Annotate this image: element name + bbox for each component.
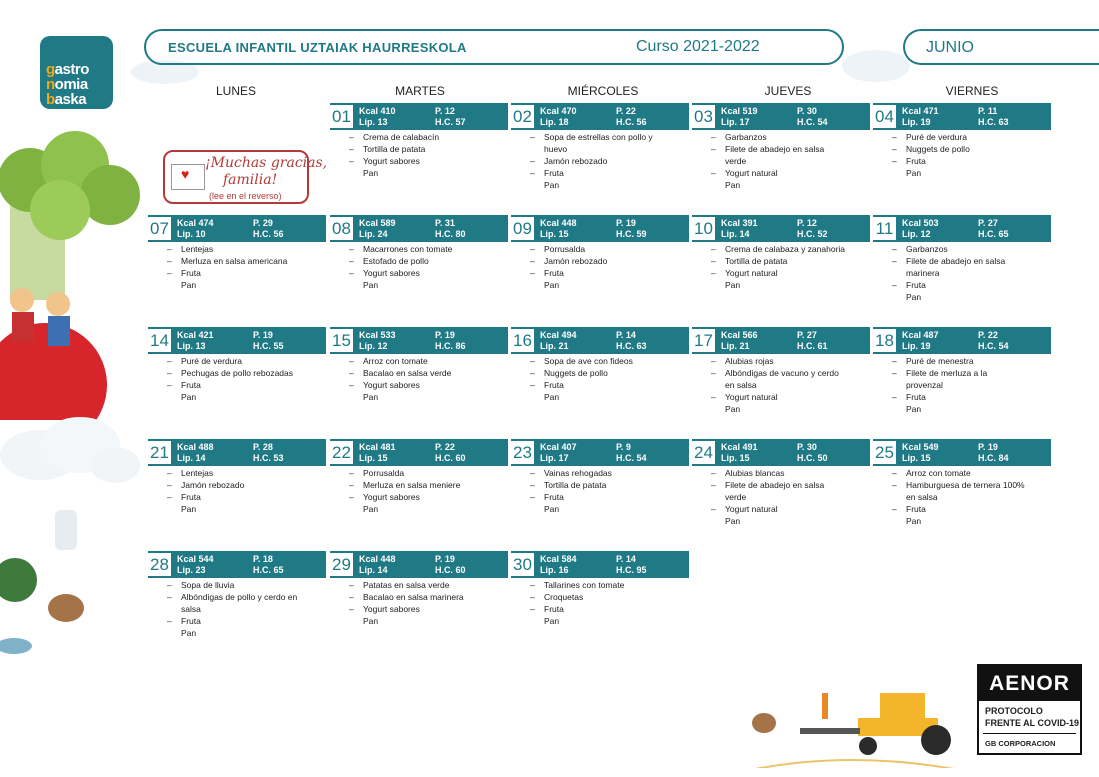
day-header bbox=[873, 327, 1051, 354]
menu-item: provenzal bbox=[906, 380, 943, 390]
menu-list bbox=[711, 131, 869, 191]
kcal-value: Kcal 533 bbox=[359, 330, 396, 340]
day-header bbox=[692, 215, 870, 242]
menu-item: – Tallarines con tomate bbox=[530, 579, 688, 591]
menu-list bbox=[892, 243, 1050, 303]
lipid-value: Lip. 21 bbox=[721, 341, 750, 351]
kcal-value: Kcal 391 bbox=[721, 218, 758, 228]
protein-value: P. 22 bbox=[616, 106, 636, 116]
menu-item: – Fruta bbox=[530, 603, 688, 615]
menu-list bbox=[530, 355, 688, 403]
menu-item: – Porrusalda bbox=[530, 243, 688, 255]
menu-list bbox=[530, 243, 688, 291]
menu-item: Pan bbox=[363, 168, 379, 178]
menu-list bbox=[711, 355, 869, 415]
menu-item: – Fruta bbox=[530, 167, 688, 179]
menu-item: Pan bbox=[363, 280, 379, 290]
menu-item: Pan bbox=[906, 516, 922, 526]
menu-item: Pan bbox=[906, 292, 922, 302]
menu-item: – Jamón rebozado bbox=[530, 155, 688, 167]
menu-list bbox=[167, 355, 325, 403]
day-header bbox=[330, 327, 508, 354]
gastronomia-baska-logo bbox=[40, 36, 113, 109]
menu-item: – Yogurt sabores bbox=[349, 155, 507, 167]
menu-item: salsa bbox=[181, 604, 201, 614]
menu-item: – Sopa de estrellas con pollo y bbox=[530, 131, 688, 143]
day-header bbox=[511, 103, 689, 130]
aenor-line-3: GB CORPORACION bbox=[985, 739, 1056, 748]
menu-item: – Alubias blancas bbox=[711, 467, 869, 479]
carbs-value: H.C. 54 bbox=[978, 341, 1009, 351]
protein-value: P. 19 bbox=[435, 554, 455, 564]
menu-item: – Filete de abadejo en salsa bbox=[892, 255, 1050, 267]
lipid-value: Lip. 14 bbox=[359, 565, 388, 575]
carbs-value: H.C. 63 bbox=[978, 117, 1009, 127]
day-header bbox=[873, 103, 1051, 130]
lipid-value: Lip. 15 bbox=[902, 453, 931, 463]
protein-value: P. 11 bbox=[978, 106, 998, 116]
menu-item: Pan bbox=[725, 180, 741, 190]
kcal-value: Kcal 448 bbox=[359, 554, 396, 564]
logo-line-2: nomia bbox=[46, 76, 88, 93]
menu-item: Pan bbox=[544, 280, 560, 290]
menu-item: – Puré de verdura bbox=[892, 131, 1050, 143]
carbs-value: H.C. 65 bbox=[978, 229, 1009, 239]
card-line-1: ¡Muchas gracias, bbox=[205, 155, 328, 171]
card-line-3: (lee en el reverso) bbox=[209, 191, 282, 201]
kcal-value: Kcal 471 bbox=[902, 106, 939, 116]
menu-item: – Arroz con tomate bbox=[892, 467, 1050, 479]
menu-item: – Yogurt sabores bbox=[349, 603, 507, 615]
protein-value: P. 30 bbox=[797, 106, 817, 116]
day-header bbox=[330, 103, 508, 130]
menu-item: Pan bbox=[544, 616, 560, 626]
day-number: 24 bbox=[692, 441, 715, 464]
carbs-value: H.C. 54 bbox=[616, 453, 647, 463]
carbs-value: H.C. 60 bbox=[435, 565, 466, 575]
menu-item: – Tortilla de patata bbox=[349, 143, 507, 155]
carbs-value: H.C. 56 bbox=[616, 117, 647, 127]
kcal-value: Kcal 481 bbox=[359, 442, 396, 452]
menu-item: – Fruta bbox=[530, 379, 688, 391]
protein-value: P. 19 bbox=[616, 218, 636, 228]
school-name: ESCUELA INFANTIL UZTAIAK HAURRESKOLA bbox=[168, 40, 467, 55]
lipid-value: Lip. 17 bbox=[540, 453, 569, 463]
menu-item: Pan bbox=[181, 280, 197, 290]
protein-value: P. 12 bbox=[435, 106, 455, 116]
day-header bbox=[692, 439, 870, 466]
menu-list bbox=[892, 467, 1050, 527]
protein-value: P. 22 bbox=[435, 442, 455, 452]
protein-value: P. 30 bbox=[797, 442, 817, 452]
day-number: 07 bbox=[148, 217, 171, 240]
kcal-value: Kcal 519 bbox=[721, 106, 758, 116]
lipid-value: Lip. 10 bbox=[177, 229, 206, 239]
lipid-value: Lip. 14 bbox=[177, 453, 206, 463]
carbs-value: H.C. 86 bbox=[435, 341, 466, 351]
day-number: 23 bbox=[511, 441, 534, 464]
weekday-monday: LUNES bbox=[215, 84, 256, 98]
menu-list bbox=[711, 243, 869, 291]
weekday-thursday: JUEVES bbox=[764, 84, 812, 98]
menu-item: – Puré de menestra bbox=[892, 355, 1050, 367]
kcal-value: Kcal 566 bbox=[721, 330, 758, 340]
card-line-2: familia! bbox=[223, 172, 278, 188]
heart-icon: ♥ bbox=[181, 166, 190, 182]
menu-item: huevo bbox=[544, 144, 568, 154]
menu-item: Pan bbox=[906, 404, 922, 414]
kcal-value: Kcal 421 bbox=[177, 330, 214, 340]
protein-value: P. 19 bbox=[978, 442, 998, 452]
menu-item: Pan bbox=[544, 392, 560, 402]
vegetables-illustration bbox=[0, 500, 130, 710]
day-number: 04 bbox=[873, 105, 896, 128]
day-number: 29 bbox=[330, 553, 353, 576]
menu-list bbox=[167, 579, 325, 639]
menu-item: – Tortilla de patata bbox=[711, 255, 869, 267]
weekday-friday: VIERNES bbox=[945, 84, 999, 98]
broccoli-balloon-illustration bbox=[0, 120, 150, 420]
aenor-divider bbox=[983, 733, 1076, 734]
menu-item: Pan bbox=[544, 180, 560, 190]
aenor-covid-badge bbox=[977, 664, 1082, 755]
day-number: 21 bbox=[148, 441, 171, 464]
menu-list bbox=[349, 243, 507, 291]
day-header bbox=[511, 551, 689, 578]
menu-item: – Estofado de pollo bbox=[349, 255, 507, 267]
kcal-value: Kcal 487 bbox=[902, 330, 939, 340]
menu-item: – Filete de abadejo en salsa bbox=[711, 479, 869, 491]
menu-item: Pan bbox=[181, 628, 197, 638]
lipid-value: Lip. 13 bbox=[177, 341, 206, 351]
menu-list bbox=[167, 243, 325, 291]
menu-item: Pan bbox=[906, 168, 922, 178]
kcal-value: Kcal 407 bbox=[540, 442, 577, 452]
menu-item: – Sopa de lluvia bbox=[167, 579, 325, 591]
protein-value: P. 9 bbox=[616, 442, 631, 452]
carbs-value: H.C. 53 bbox=[253, 453, 284, 463]
menu-item: Pan bbox=[363, 504, 379, 514]
carbs-value: H.C. 84 bbox=[978, 453, 1009, 463]
lipid-value: Lip. 12 bbox=[902, 229, 931, 239]
lipid-value: Lip. 15 bbox=[359, 453, 388, 463]
lipid-value: Lip. 24 bbox=[359, 229, 388, 239]
kcal-value: Kcal 544 bbox=[177, 554, 214, 564]
kcal-value: Kcal 410 bbox=[359, 106, 396, 116]
cloud-illustration bbox=[0, 410, 140, 490]
day-header bbox=[148, 551, 326, 578]
carbs-value: H.C. 61 bbox=[797, 341, 828, 351]
menu-item: – Jamón rebozado bbox=[167, 479, 325, 491]
menu-item: – Lentejas bbox=[167, 467, 325, 479]
protein-value: P. 29 bbox=[253, 218, 273, 228]
course-year: Curso 2021-2022 bbox=[636, 38, 760, 55]
menu-list bbox=[530, 579, 688, 627]
menu-item: en salsa bbox=[725, 380, 757, 390]
carbs-value: H.C. 63 bbox=[616, 341, 647, 351]
carbs-value: H.C. 54 bbox=[797, 117, 828, 127]
menu-item: – Croquetas bbox=[530, 591, 688, 603]
day-number: 16 bbox=[511, 329, 534, 352]
menu-item: – Merluza en salsa americana bbox=[167, 255, 325, 267]
day-number: 15 bbox=[330, 329, 353, 352]
day-header bbox=[330, 551, 508, 578]
carbs-value: H.C. 59 bbox=[616, 229, 647, 239]
protein-value: P. 14 bbox=[616, 330, 636, 340]
lipid-value: Lip. 16 bbox=[540, 565, 569, 575]
day-number: 01 bbox=[330, 105, 353, 128]
day-number: 30 bbox=[511, 553, 534, 576]
lipid-value: Lip. 12 bbox=[359, 341, 388, 351]
menu-item: – Fruta bbox=[167, 615, 325, 627]
menu-list bbox=[530, 131, 688, 191]
day-number: 08 bbox=[330, 217, 353, 240]
lipid-value: Lip. 15 bbox=[540, 229, 569, 239]
menu-item: – Lentejas bbox=[167, 243, 325, 255]
day-header bbox=[692, 327, 870, 354]
menu-item: Pan bbox=[725, 404, 741, 414]
menu-item: – Sopa de ave con fideos bbox=[530, 355, 688, 367]
protein-value: P. 22 bbox=[978, 330, 998, 340]
menu-list bbox=[711, 467, 869, 527]
aenor-line-2: FRENTE AL COVID-19 bbox=[985, 718, 1080, 728]
thank-you-card bbox=[163, 150, 328, 204]
day-header bbox=[148, 439, 326, 466]
protein-value: P. 14 bbox=[616, 554, 636, 564]
lipid-value: Lip. 19 bbox=[902, 341, 931, 351]
lipid-value: Lip. 23 bbox=[177, 565, 206, 575]
protein-value: P. 31 bbox=[435, 218, 455, 228]
day-header bbox=[692, 103, 870, 130]
menu-item: – Pechugas de pollo rebozadas bbox=[167, 367, 325, 379]
menu-item: – Fruta bbox=[892, 155, 1050, 167]
lipid-value: Lip. 21 bbox=[540, 341, 569, 351]
menu-item: verde bbox=[725, 492, 747, 502]
menu-item: – Fruta bbox=[167, 491, 325, 503]
menu-item: – Hamburguesa de ternera 100% bbox=[892, 479, 1050, 491]
kcal-value: Kcal 448 bbox=[540, 218, 577, 228]
protein-value: P. 27 bbox=[797, 330, 817, 340]
month-name: JUNIO bbox=[926, 39, 974, 56]
menu-item: – Fruta bbox=[167, 267, 325, 279]
protein-value: P. 18 bbox=[253, 554, 273, 564]
kcal-value: Kcal 584 bbox=[540, 554, 577, 564]
protein-value: P. 19 bbox=[253, 330, 273, 340]
tractor-illustration bbox=[750, 688, 960, 768]
day-header bbox=[330, 215, 508, 242]
lipid-value: Lip. 13 bbox=[359, 117, 388, 127]
lipid-value: Lip. 14 bbox=[721, 229, 750, 239]
menu-item: – Yogurt natural bbox=[711, 167, 869, 179]
menu-item: – Fruta bbox=[892, 503, 1050, 515]
month-banner bbox=[903, 29, 1099, 65]
day-header bbox=[148, 327, 326, 354]
kcal-value: Kcal 491 bbox=[721, 442, 758, 452]
menu-item: Pan bbox=[725, 516, 741, 526]
carbs-value: H.C. 50 bbox=[797, 453, 828, 463]
lipid-value: Lip. 19 bbox=[902, 117, 931, 127]
protein-value: P. 19 bbox=[435, 330, 455, 340]
menu-item: Pan bbox=[363, 616, 379, 626]
menu-item: en salsa bbox=[906, 492, 938, 502]
menu-item: – Yogurt natural bbox=[711, 391, 869, 403]
menu-item: – Albóndigas de pollo y cerdo en bbox=[167, 591, 325, 603]
kcal-value: Kcal 549 bbox=[902, 442, 939, 452]
menu-item: – Nuggets de pollo bbox=[892, 143, 1050, 155]
logo-line-1: gastro bbox=[46, 61, 89, 78]
protein-value: P. 28 bbox=[253, 442, 273, 452]
menu-item: – Fruta bbox=[892, 391, 1050, 403]
day-header bbox=[148, 215, 326, 242]
weekday-wednesday: MIÉRCOLES bbox=[567, 84, 639, 98]
aenor-logo: AENOR bbox=[979, 666, 1080, 701]
menu-item: – Macarrones con tomate bbox=[349, 243, 507, 255]
menu-item: – Fruta bbox=[530, 267, 688, 279]
lipid-value: Lip. 17 bbox=[721, 117, 750, 127]
menu-item: Pan bbox=[544, 504, 560, 514]
menu-item: – Nuggets de pollo bbox=[530, 367, 688, 379]
menu-item: – Crema de calabacín bbox=[349, 131, 507, 143]
menu-list bbox=[892, 355, 1050, 415]
menu-item: marinera bbox=[906, 268, 940, 278]
menu-item: – Fruta bbox=[167, 379, 325, 391]
menu-item: – Yogurt sabores bbox=[349, 491, 507, 503]
menu-item: – Jamón rebozado bbox=[530, 255, 688, 267]
menu-item: – Yogurt natural bbox=[711, 267, 869, 279]
menu-item: – Yogurt sabores bbox=[349, 267, 507, 279]
protein-value: P. 12 bbox=[797, 218, 817, 228]
menu-item: – Patatas en salsa verde bbox=[349, 579, 507, 591]
menu-list bbox=[530, 467, 688, 515]
menu-item: – Tortilla de patata bbox=[530, 479, 688, 491]
logo-line-3: baska bbox=[46, 91, 87, 108]
day-number: 09 bbox=[511, 217, 534, 240]
menu-item: – Garbanzos bbox=[892, 243, 1050, 255]
day-number: 28 bbox=[148, 553, 171, 576]
day-number: 14 bbox=[148, 329, 171, 352]
day-header bbox=[330, 439, 508, 466]
carbs-value: H.C. 55 bbox=[253, 341, 284, 351]
menu-list bbox=[892, 131, 1050, 179]
menu-item: – Porrusalda bbox=[349, 467, 507, 479]
kcal-value: Kcal 494 bbox=[540, 330, 577, 340]
menu-list bbox=[349, 355, 507, 403]
menu-item: – Crema de calabaza y zanahoria bbox=[711, 243, 869, 255]
day-header bbox=[873, 439, 1051, 466]
menu-list bbox=[349, 467, 507, 515]
menu-item: – Arroz con tomate bbox=[349, 355, 507, 367]
menu-item: Pan bbox=[363, 392, 379, 402]
day-header bbox=[511, 327, 689, 354]
menu-item: – Vainas rehogadas bbox=[530, 467, 688, 479]
menu-item: – Garbanzos bbox=[711, 131, 869, 143]
menu-item: Pan bbox=[181, 392, 197, 402]
day-header bbox=[511, 215, 689, 242]
kcal-value: Kcal 488 bbox=[177, 442, 214, 452]
carbs-value: H.C. 65 bbox=[253, 565, 284, 575]
menu-item: – Fruta bbox=[530, 491, 688, 503]
day-header bbox=[511, 439, 689, 466]
protein-value: P. 27 bbox=[978, 218, 998, 228]
day-header bbox=[873, 215, 1051, 242]
menu-item: Pan bbox=[725, 280, 741, 290]
menu-item: – Puré de verdura bbox=[167, 355, 325, 367]
cloud-top-right-illustration bbox=[838, 40, 913, 85]
carbs-value: H.C. 56 bbox=[253, 229, 284, 239]
kcal-value: Kcal 470 bbox=[540, 106, 577, 116]
menu-list bbox=[167, 467, 325, 515]
carbs-value: H.C. 52 bbox=[797, 229, 828, 239]
menu-item: – Merluza en salsa meniere bbox=[349, 479, 507, 491]
day-number: 22 bbox=[330, 441, 353, 464]
menu-item: verde bbox=[725, 156, 747, 166]
aenor-line-1: PROTOCOLO bbox=[985, 706, 1043, 716]
title-banner bbox=[144, 29, 844, 65]
menu-item: – Fruta bbox=[892, 279, 1050, 291]
carbs-value: H.C. 57 bbox=[435, 117, 466, 127]
day-number: 17 bbox=[692, 329, 715, 352]
day-number: 02 bbox=[511, 105, 534, 128]
kcal-value: Kcal 474 bbox=[177, 218, 214, 228]
carbs-value: H.C. 60 bbox=[435, 453, 466, 463]
menu-item: Pan bbox=[181, 504, 197, 514]
day-number: 11 bbox=[873, 217, 896, 240]
menu-item: – Alubias rojas bbox=[711, 355, 869, 367]
carbs-value: H.C. 95 bbox=[616, 565, 647, 575]
carbs-value: H.C. 80 bbox=[435, 229, 466, 239]
kcal-value: Kcal 589 bbox=[359, 218, 396, 228]
weekday-tuesday: MARTES bbox=[395, 84, 445, 98]
menu-item: – Yogurt natural bbox=[711, 503, 869, 515]
menu-list bbox=[349, 579, 507, 627]
menu-item: – Bacalao en salsa verde bbox=[349, 367, 507, 379]
day-number: 10 bbox=[692, 217, 715, 240]
kcal-value: Kcal 503 bbox=[902, 218, 939, 228]
menu-item: – Albóndigas de vacuno y cerdo bbox=[711, 367, 869, 379]
menu-item: – Yogurt sabores bbox=[349, 379, 507, 391]
lipid-value: Lip. 18 bbox=[540, 117, 569, 127]
menu-list bbox=[349, 131, 507, 179]
lipid-value: Lip. 15 bbox=[721, 453, 750, 463]
menu-item: – Filete de abadejo en salsa bbox=[711, 143, 869, 155]
menu-item: – Bacalao en salsa marinera bbox=[349, 591, 507, 603]
day-number: 03 bbox=[692, 105, 715, 128]
menu-item: – Filete de merluza a la bbox=[892, 367, 1050, 379]
day-number: 25 bbox=[873, 441, 896, 464]
day-number: 18 bbox=[873, 329, 896, 352]
